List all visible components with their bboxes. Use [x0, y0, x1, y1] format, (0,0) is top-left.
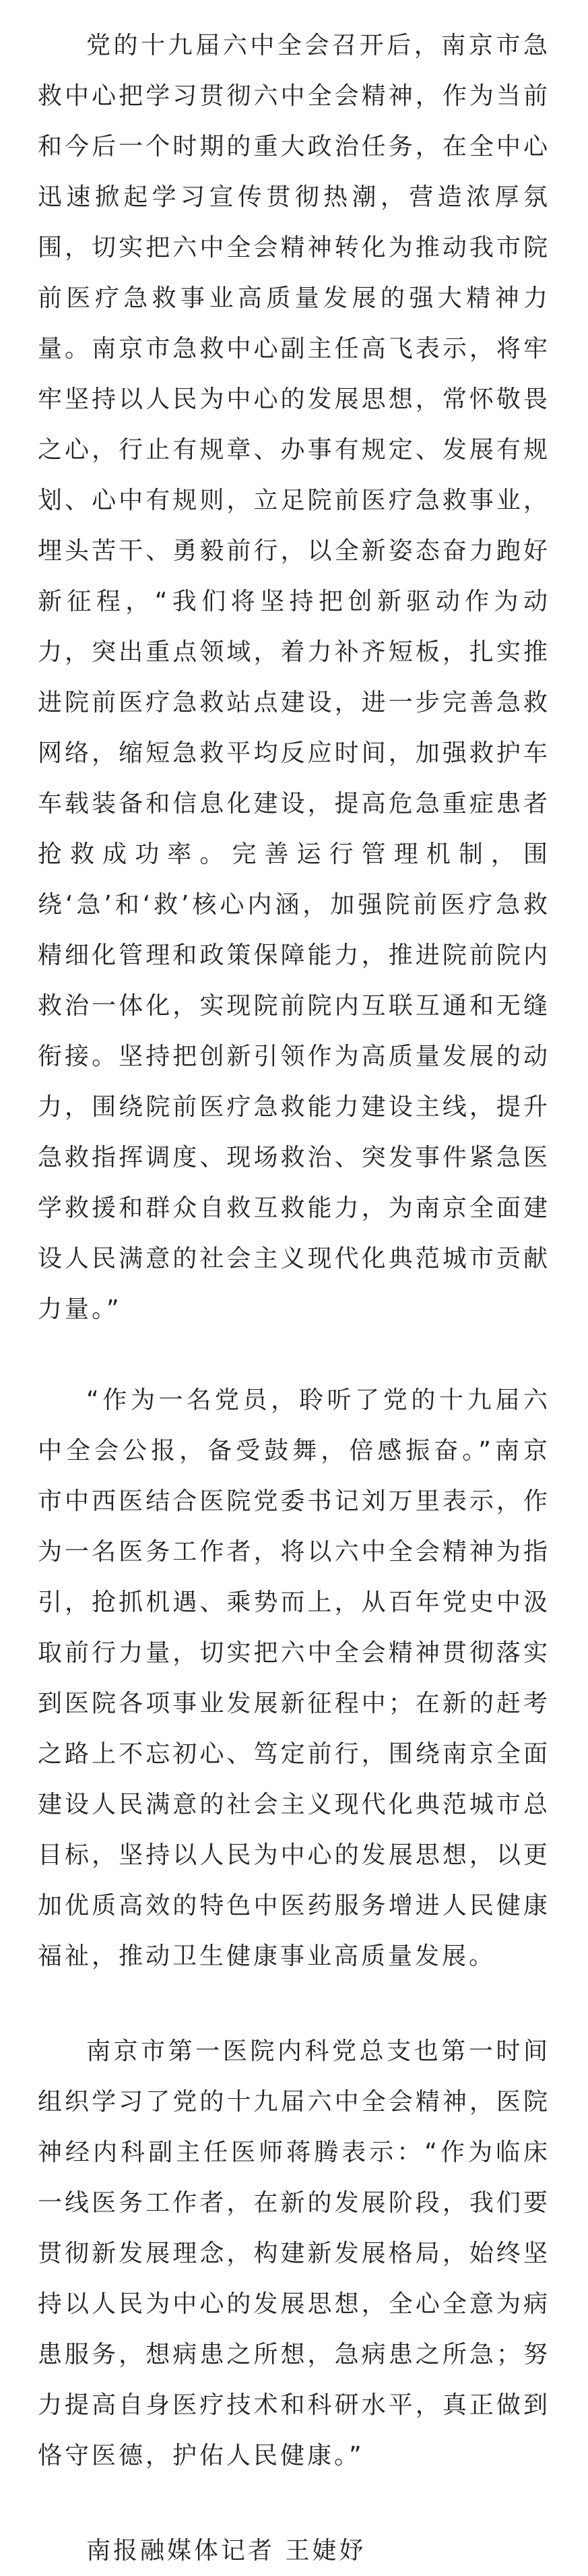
paragraph-3: 南京市第一医院内科党总支也第一时间组织学习了党的十九届六中全会精神，医院神经内科副主任医师蒋腾表示：“作为临床一线医务工作者，在新的发展阶段，我们要贯彻新发展理念，构建新发展格局，始终坚持以人民为中心的发展思想，全心全意为病患服务，想病患之所想，急病患之所急；努力提高自身医疗技术和科研水平，真正做到恪守医德，护佑人民健康。” [38, 2037, 550, 2470]
paragraph-2: “作为一名党员，聆听了党的十九届六中全会公报，备受鼓舞，倍感振奋。”南京市中西医结合医院党委书记刘万里表示，作为一名医务工作者，将以六中全会精神为指引，抢抓机遇、乘势而上，从百年党史中汲取前行力量，切实把六中全会精神贯彻落实到医院各项事业发展新征程中；在新的赶考之路上不忘初心、笃定前行，围绕南京全面建设人民满意的社会主义现代化典范城市总目标，坚持以人民为中心的发展思想，以更加优质高效的特色中医药服务增进人民健康福祉，推动卫生健康事业高质量发展。 [38, 1386, 550, 1970]
paragraph-1: 党的十九届六中全会召开后，南京市急救中心把学习贯彻六中全会精神，作为当前和今后一个时期的重大政治任务，在全中心迅速掀起学习宣传贯彻热潮，营造浓厚氛围，切实把六中全会精神转化为推动我市院前医疗急救事业高质量发展的强大精神力量。南京市急救中心副主任高飞表示，将牢牢坚持以人民为中心的发展思想，常怀敬畏之心，行止有规章、办事有规定、发展有规划、心中有规则，立足院前医疗急救事业，埋头苦干、勇毅前行，以全新姿态奋力跑好新征程，“我们将坚持把创新驱动作为动力，突出重点领域，着力补齐短板，扎实推进院前医疗急救站点建设，进一步完善急救网络，缩短急救平均反应时间，加强救护车车载装备和信息化建设，提高危急重症患者抢救成功率。完善运行管理机制，围绕‘急’和‘救’核心内涵，加强院前医疗急救精细化管理和政策保障能力，推进院前院内救治一体化，实现院前院内互联互通和无缝衔接。坚持把创新引领作为高质量发展的动力，围绕院前医疗急救能力建设主线，提升急救指挥调度、现场救治、突发事件紧急医学救援和群众自救互救能力，为南京全面建设人民满意的社会主义现代化典范城市贡献力量。” [38, 32, 550, 1323]
reporter-byline: 南报融媒体记者 王婕妤 [86, 2537, 366, 2565]
